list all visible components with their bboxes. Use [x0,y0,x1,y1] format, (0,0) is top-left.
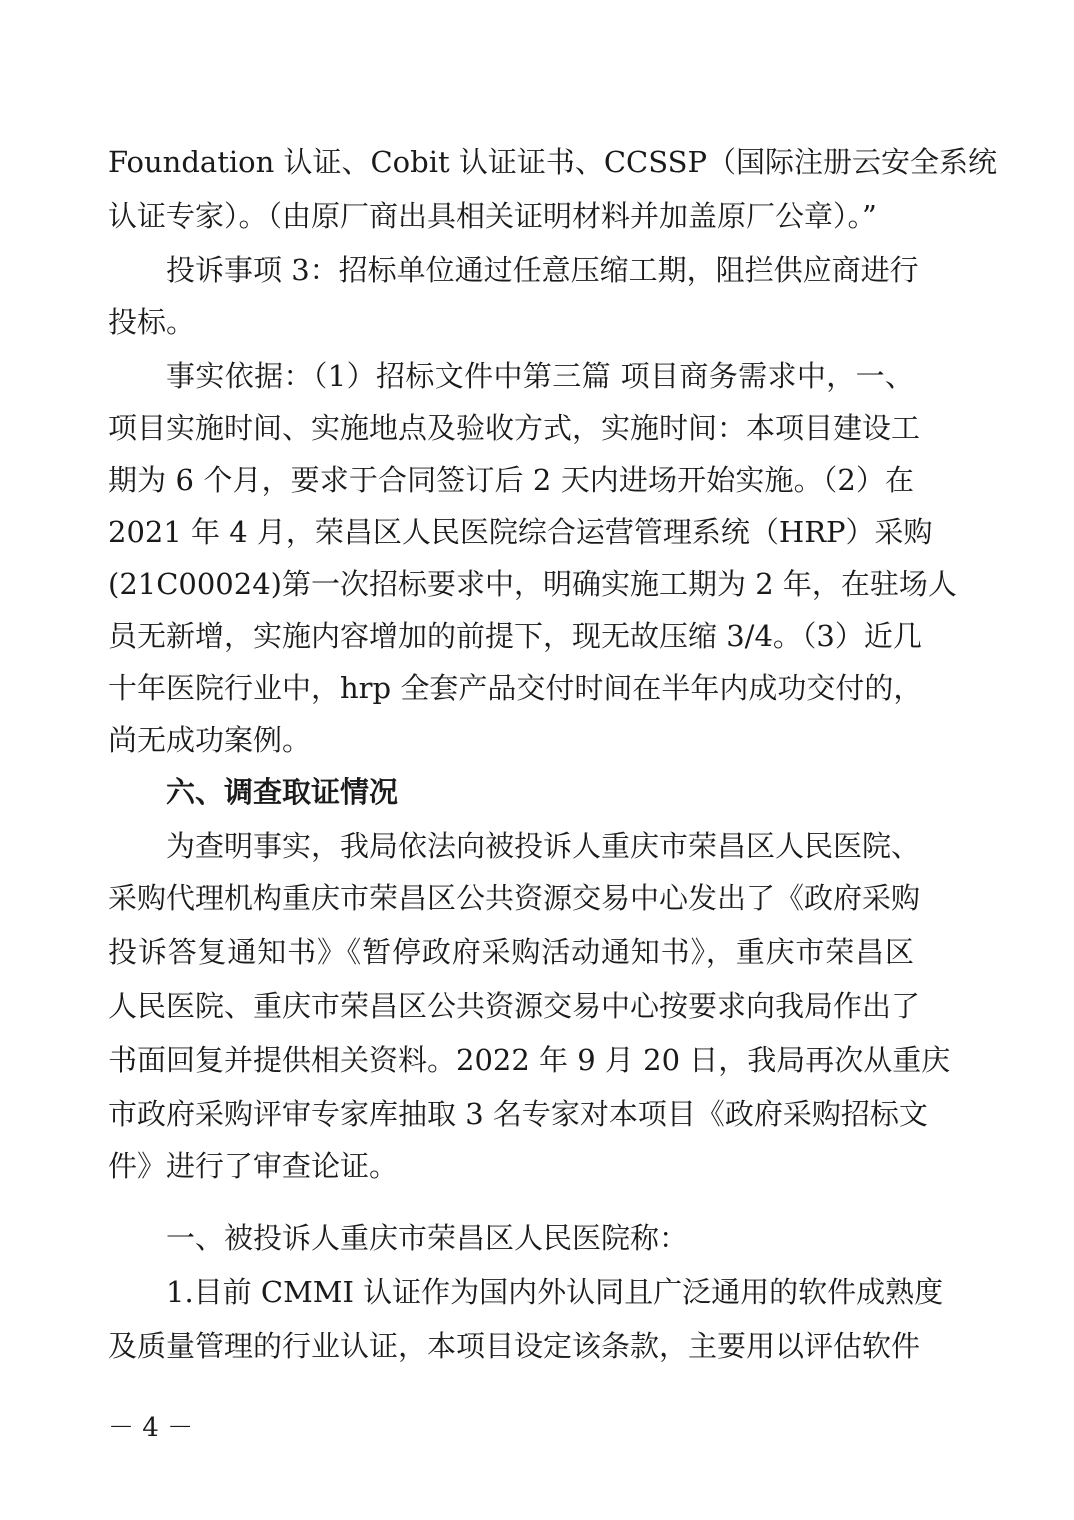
body-text-line: 事实依据：（1）招标文件中第三篇 项目商务需求中，一、 [166,359,914,393]
body-text-line: 1.目前 CMMI 认证作为国内外认同且广泛通用的软件成熟度 [166,1275,944,1309]
body-text-line: 件》进行了审查论证。 [108,1149,399,1183]
body-text-line: 投标。 [108,305,196,339]
body-text-line: 投诉事项 3：招标单位通过任意压缩工期，阻拦供应商进行 [166,253,919,287]
body-text-line: (21C00024)第一次招标要求中，明确实施工期为 2 年，在驻场人 [108,567,957,601]
section-heading: 六、调查取证情况 [166,775,399,809]
body-text-line: 期为 6 个月，要求于合同签订后 2 天内进场开始实施。（2）在 [108,463,914,497]
body-text-line: 采购代理机构重庆市荣昌区公共资源交易中心发出了《政府采购 [108,881,921,915]
body-text-line: 书面回复并提供相关资料。2022 年 9 月 20 日，我局再次从重庆 [108,1043,951,1077]
body-text-line: 项目实施时间、实施地点及验收方式，实施时间：本项目建设工 [108,411,921,445]
body-text-line: 一、被投诉人重庆市荣昌区人民医院称： [166,1221,689,1255]
body-text-line: 2021 年 4 月，荣昌区人民医院综合运营管理系统（HRP）采购 [108,515,933,549]
page-number: － 4 － [108,1413,194,1443]
body-text-line: 十年医院行业中，hrp 全套产品交付时间在半年内成功交付的， [108,671,923,705]
body-text-line: 员无新增，实施内容增加的前提下，现无故压缩 3/4。（3）近几 [108,619,922,653]
body-text-line: 人民医院、重庆市荣昌区公共资源交易中心按要求向我局作出了 [108,989,921,1023]
body-text-line: 市政府采购评审专家库抽取 3 名专家对本项目《政府采购招标文 [108,1097,928,1131]
body-text-line: 认证专家）。（由原厂商出具相关证明材料并加盖原厂公章）。” [108,199,877,233]
body-text-line: 投诉答复通知书》《暂停政府采购活动通知书》，重庆市荣昌区 [108,935,914,969]
body-text-line: 尚无成功案例。 [108,723,312,757]
body-text-line: Foundation 认证、Cobit 认证证书、CCSSP（国际注册云安全系统 [108,145,997,179]
body-text-line: 及质量管理的行业认证，本项目设定该条款，主要用以评估软件 [108,1329,921,1363]
body-text-line: 为查明事实，我局依法向被投诉人重庆市荣昌区人民医院、 [166,829,921,863]
